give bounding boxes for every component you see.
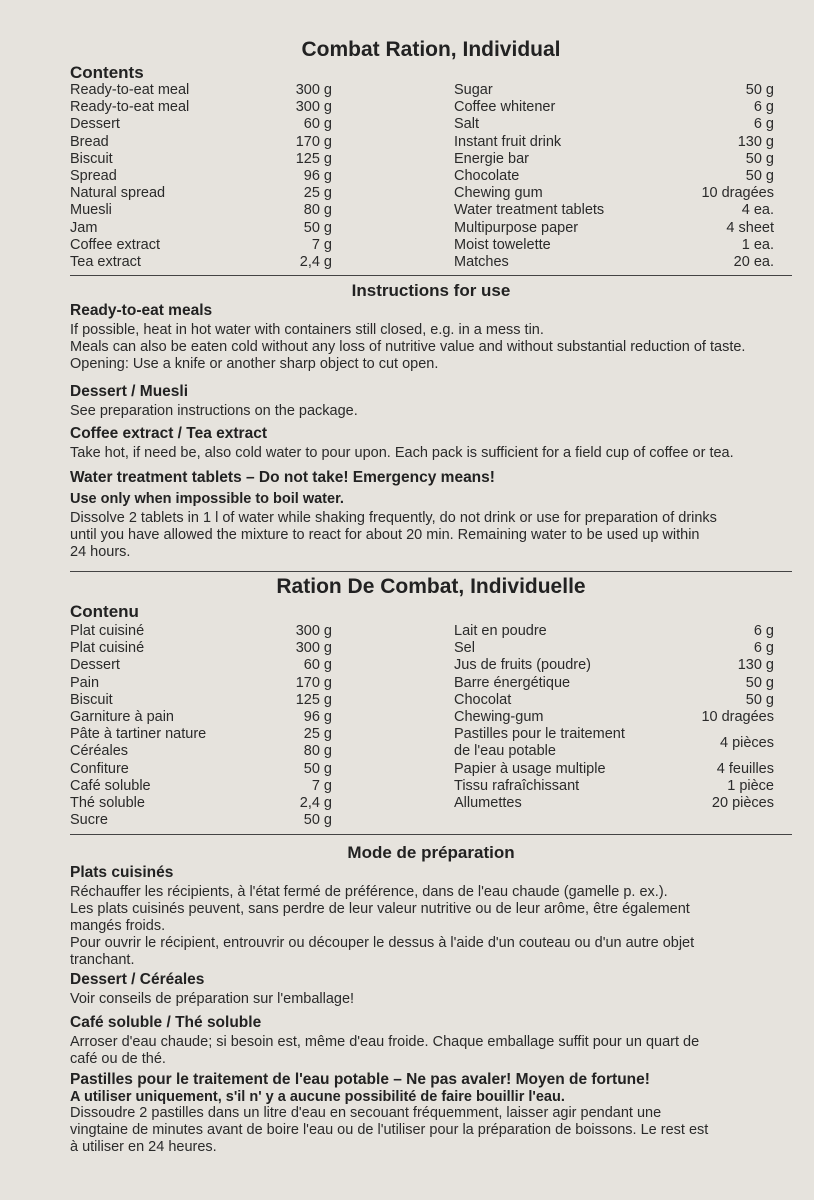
item-name: Multipurpose paper <box>454 219 579 236</box>
item-name: Jus de fruits (poudre) <box>454 657 592 674</box>
item-name-continued: de l'eau potable <box>454 743 556 760</box>
item-quantity: 6 g <box>753 99 774 116</box>
item-name: Plat cuisiné <box>70 623 145 639</box>
item-name: Energie bar <box>454 150 529 167</box>
item-name: Tea extract <box>70 254 141 270</box>
item-quantity: 96 g <box>303 709 332 725</box>
item-quantity: 10 dragées <box>701 185 774 202</box>
item-name: Biscuit <box>70 150 113 167</box>
item-name: Bread <box>70 133 109 150</box>
item-quantity: 10 dragées <box>701 709 774 725</box>
item-name: Chocolat <box>454 691 512 708</box>
section-heading: Ready-to-eat meals <box>70 302 213 319</box>
item-name: Natural spread <box>70 185 166 202</box>
item-quantity: 125 g <box>295 691 332 708</box>
item-name: Chewing gum <box>454 185 543 202</box>
text-line: à utiliser en 24 heures. <box>70 1139 217 1155</box>
item-name: Tissu rafraîchissant <box>454 777 580 794</box>
item-name: Moist towelette <box>454 236 551 253</box>
item-quantity: 25 g <box>303 726 332 743</box>
item-quantity: 300 g <box>295 640 332 657</box>
item-name: Biscuit <box>70 691 113 708</box>
text-line: Voir conseils de préparation sur l'emballage! <box>70 991 355 1007</box>
section-text <box>70 445 794 462</box>
item-quantity: 125 g <box>295 150 332 167</box>
item-quantity: 50 g <box>303 219 332 236</box>
section-heading: Coffee extract / Tea extract <box>70 425 267 442</box>
item-name: Pastilles pour le traitement <box>454 726 625 743</box>
section-text <box>70 884 794 969</box>
text-line: Arroser d'eau chaude; si besoin est, même d'eau froide. Chaque emballage suffit pour un quart de <box>70 1034 700 1050</box>
item-quantity: 170 g <box>295 674 332 691</box>
item-quantity: 6 g <box>753 116 774 133</box>
text-line: See preparation instructions on the package. <box>70 403 358 419</box>
item-quantity: 130 g <box>737 657 774 674</box>
divider <box>70 834 792 835</box>
section-text <box>70 322 794 373</box>
item-name: Dessert <box>70 657 120 674</box>
item-quantity: 4 sheet <box>726 219 774 236</box>
item-name: Salt <box>454 116 479 133</box>
english-water-text <box>70 510 794 561</box>
item-name: Sugar <box>454 82 493 98</box>
french-title: Ration De Combat, Individuelle <box>276 575 586 598</box>
item-name: Coffee whitener <box>454 99 556 116</box>
item-name: Water treatment tablets <box>454 202 605 219</box>
item-name: Dessert <box>70 116 120 133</box>
text-line: Opening: Use a knife or another sharp object to cut open. <box>70 356 439 372</box>
item-name: Sel <box>454 640 475 657</box>
item-quantity: 300 g <box>295 623 332 639</box>
text-line: Réchauffer les récipients, à l'état fermé de préférence, dans de l'eau chaude (gamelle p. ex.). <box>70 884 668 900</box>
french-contents-heading: Contenu <box>70 602 139 621</box>
item-quantity: 50 g <box>745 674 774 691</box>
item-quantity: 4 ea. <box>741 202 774 219</box>
item-quantity: 4 pièces <box>719 734 774 751</box>
english-title: Combat Ration, Individual <box>301 38 561 61</box>
item-name: Ready-to-eat meal <box>70 99 190 116</box>
section-heading: Plats cuisinés <box>70 864 174 881</box>
item-name: Garniture à pain <box>70 709 174 725</box>
item-name: Allumettes <box>454 795 522 811</box>
item-quantity: 7 g <box>311 236 332 253</box>
section-heading: Dessert / Céréales <box>70 971 205 988</box>
item-quantity: 60 g <box>303 116 332 133</box>
text-line: Pour ouvrir le récipient, entrouvrir ou découper le dessus à l'aide d'un couteau ou d'un autre objet <box>70 935 695 951</box>
text-line: Meals can also be eaten cold without any loss of nutritive value and without substantial reduction of taste. <box>70 339 746 355</box>
item-name: Lait en poudre <box>454 623 547 639</box>
item-quantity: 80 g <box>303 743 332 760</box>
english-contents-heading: Contents <box>70 63 144 82</box>
section-text <box>70 403 794 420</box>
item-name: Papier à usage multiple <box>454 760 606 777</box>
text-line: If possible, heat in hot water with containers still closed, e.g. in a mess tin. <box>70 322 544 338</box>
text-line: vingtaine de minutes avant de boire l'eau ou de l'utiliser pour la préparation de boissons. Le rest est <box>70 1122 709 1138</box>
item-quantity: 1 ea. <box>741 236 774 253</box>
item-quantity: 170 g <box>295 133 332 150</box>
item-name: Ready-to-eat meal <box>70 82 190 98</box>
item-quantity: 6 g <box>753 640 774 657</box>
text-line: Take hot, if need be, also cold water to pour upon. Each pack is sufficient for a field cup of coffee or tea. <box>70 445 734 461</box>
item-name: Pain <box>70 674 100 691</box>
french-instructions-heading: Mode de préparation <box>347 843 515 862</box>
english-instructions-heading: Instructions for use <box>351 281 511 300</box>
section-text <box>70 1034 794 1068</box>
item-quantity: 4 feuilles <box>716 760 774 777</box>
item-quantity: 300 g <box>295 99 332 116</box>
item-name: Pâte à tartiner nature <box>70 726 207 743</box>
french-water-warning: A utiliser uniquement, s'il n' y a aucune possibilité de faire bouillir l'eau. <box>70 1089 565 1105</box>
item-quantity: 50 g <box>745 82 774 98</box>
text-line: 24 hours. <box>70 544 131 560</box>
item-quantity: 7 g <box>311 777 332 794</box>
item-quantity: 80 g <box>303 202 332 219</box>
item-quantity: 50 g <box>303 760 332 777</box>
item-quantity: 1 pièce <box>727 777 774 794</box>
french-water-text <box>70 1105 794 1156</box>
item-quantity: 96 g <box>303 168 332 184</box>
item-name: Chocolate <box>454 168 520 184</box>
item-quantity: 50 g <box>745 150 774 167</box>
text-line: Les plats cuisinés peuvent, sans perdre de leur valeur nutritive ou de leur arôme, être également <box>70 901 690 917</box>
french-water-heading: Pastilles pour le traitement de l'eau potable – Ne pas avaler! Moyen de fortune! <box>70 1071 650 1088</box>
item-quantity: 25 g <box>303 185 332 202</box>
item-name: Plat cuisiné <box>70 640 145 657</box>
item-name: Spread <box>70 168 117 184</box>
item-name: Chewing-gum <box>454 709 544 725</box>
section-heading: Dessert / Muesli <box>70 383 189 400</box>
item-name: Jam <box>70 219 98 236</box>
item-quantity: 20 pièces <box>711 795 774 811</box>
item-quantity: 2,4 g <box>299 795 332 811</box>
section-text <box>70 991 794 1008</box>
text-line: until you have allowed the mixture to react for about 20 min. Remaining water to be used up within <box>70 527 700 543</box>
divider <box>70 571 792 572</box>
item-quantity: 2,4 g <box>299 254 332 270</box>
item-name: Thé soluble <box>70 795 145 811</box>
item-name: Coffee extract <box>70 236 161 253</box>
english-water-warning: Use only when impossible to boil water. <box>70 491 344 507</box>
english-water-heading: Water treatment tablets – Do not take! Emergency means! <box>70 469 495 486</box>
item-name: Confiture <box>70 760 129 777</box>
item-name: Sucre <box>70 812 108 829</box>
item-name: Céréales <box>70 743 129 760</box>
text-line: mangés froids. <box>70 918 166 934</box>
section-heading: Café soluble / Thé soluble <box>70 1014 262 1031</box>
item-quantity: 60 g <box>303 657 332 674</box>
item-name: Barre énergétique <box>454 674 571 691</box>
divider <box>70 275 792 276</box>
item-quantity: 300 g <box>295 82 332 98</box>
item-quantity: 50 g <box>745 168 774 184</box>
item-name: Café soluble <box>70 777 151 794</box>
text-line: café ou de thé. <box>70 1051 166 1067</box>
text-line: Dissoudre 2 pastilles dans un litre d'eau en secouant fréquemment, laisser agir pendant une <box>70 1105 662 1121</box>
item-name: Instant fruit drink <box>454 133 562 150</box>
item-quantity: 50 g <box>745 691 774 708</box>
item-name: Matches <box>454 254 509 270</box>
text-line: Dissolve 2 tablets in 1 l of water while shaking frequently, do not drink or use for preparation of drinks <box>70 510 717 526</box>
item-quantity: 6 g <box>753 623 774 639</box>
item-quantity: 130 g <box>737 133 774 150</box>
item-name: Muesli <box>70 202 112 219</box>
item-quantity: 50 g <box>303 812 332 829</box>
item-quantity: 20 ea. <box>733 254 774 270</box>
text-line: tranchant. <box>70 952 135 968</box>
